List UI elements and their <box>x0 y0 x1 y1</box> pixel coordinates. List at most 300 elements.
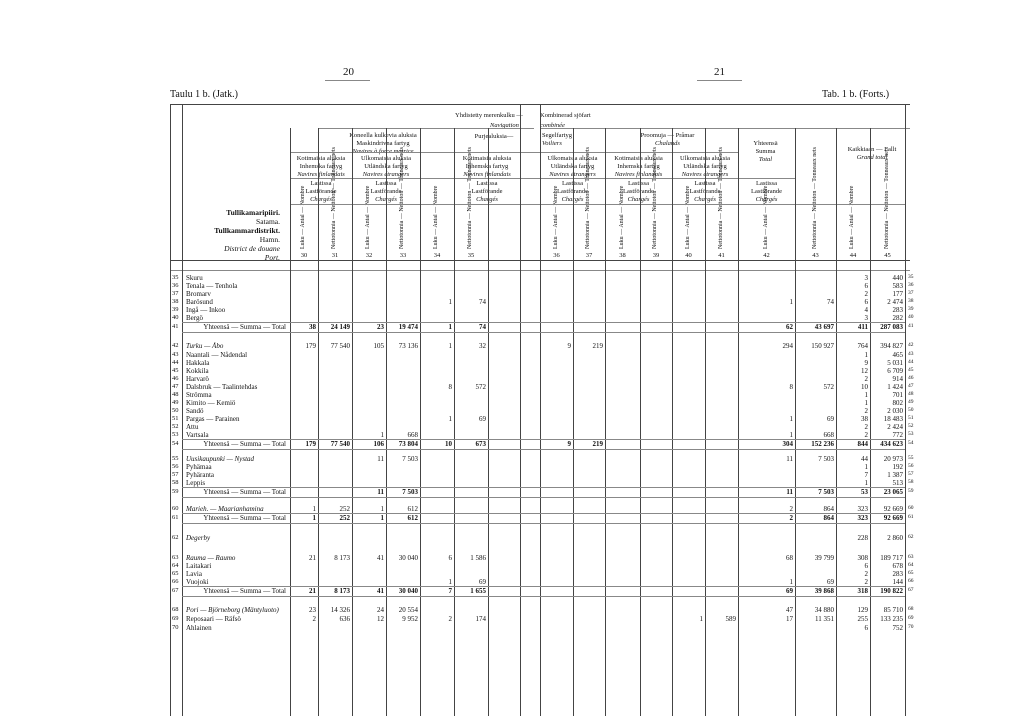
table-cell: 701 <box>892 391 903 399</box>
table-cell: 2 <box>312 615 316 623</box>
subgroup-header-line: Navires finlandais <box>614 171 663 178</box>
table-cell: 9 <box>864 359 868 367</box>
table-cell: 6 <box>864 298 868 306</box>
row-number: 37 <box>172 290 179 297</box>
row-name: Barösund <box>186 298 213 306</box>
row-name: Pyhämaa <box>186 463 212 471</box>
column-number: 34 <box>433 252 441 259</box>
column-number: 36 <box>553 252 560 259</box>
row-name: Vuojoki <box>186 578 209 586</box>
subgroup-header-line: Navires étrangers <box>362 171 410 178</box>
row-number-right: 57 <box>908 471 914 477</box>
table-cell: 11 351 <box>815 615 834 623</box>
table-cell: 69 <box>827 578 834 586</box>
table-cell: 152 236 <box>811 440 834 448</box>
row-number: 46 <box>172 375 179 382</box>
table-cell: 18 483 <box>883 415 903 423</box>
table-cell: 47 <box>786 606 793 614</box>
row-number-right: 48 <box>908 391 914 397</box>
row-name: Bergö <box>186 314 203 322</box>
group-kombinerad: Kombinerad sjöfart <box>540 112 591 119</box>
row-number: 35 <box>172 274 179 281</box>
table-cell: 1 <box>789 415 793 423</box>
table-cell: 2 <box>448 615 452 623</box>
table-cell: 323 <box>857 505 868 513</box>
cargo-header-line: Chargés <box>375 196 397 203</box>
district-header-line: Port. <box>264 253 280 262</box>
table-cell: 1 <box>864 391 868 399</box>
row-number-right: 36 <box>908 282 914 288</box>
row-number: 41 <box>172 323 179 330</box>
tonnage-column-label: Nettotonnia — Nettoton — Tonneaux nets <box>718 147 724 249</box>
row-name: Yhteensä — Summa — Total <box>203 440 286 448</box>
tonnage-column-label: Nettotonnia — Nettoton — Tonneaux nets <box>652 147 658 249</box>
total-rule <box>182 449 905 450</box>
table-cell: 7 503 <box>402 455 418 463</box>
caption-left: Taulu 1 b. (Jatk.) <box>170 89 238 100</box>
row-name: Marieh. — Maarianhamina <box>186 505 264 513</box>
table-cell: 38 <box>309 323 316 331</box>
row-number: 70 <box>172 624 179 631</box>
row-number-right: 64 <box>908 562 914 568</box>
row-number-right: 39 <box>908 306 914 312</box>
table-cell: 752 <box>892 624 903 632</box>
row-number: 69 <box>172 615 179 622</box>
table-cell: 668 <box>823 431 834 439</box>
table-cell: 252 <box>339 514 350 522</box>
table-cell: 1 <box>448 342 452 350</box>
row-number-right: 53 <box>908 431 914 437</box>
table-cell: 636 <box>339 615 350 623</box>
cargo-header-line: Lastförande <box>556 188 589 195</box>
table-cell: 24 149 <box>330 323 350 331</box>
group-header-line: Maskindrivna fartyg <box>356 140 410 147</box>
group-header-line: Navires à force motrice <box>352 148 414 155</box>
count-column-label: Luku — Antal — Nombre <box>365 185 371 249</box>
table-cell: 2 <box>864 290 868 298</box>
group-header-line: Chalands <box>655 140 680 147</box>
cargo-header-line: Lastissa <box>310 180 332 187</box>
group-grand-total <box>836 146 908 162</box>
district-header-line: Tullkammardistrikt. <box>214 226 280 235</box>
row-number-right: 68 <box>908 606 914 612</box>
cargo-header-line: Lastförande <box>370 188 402 195</box>
table-cell: 12 <box>861 367 868 375</box>
group-barges <box>605 132 730 148</box>
table-cell: 914 <box>892 375 903 383</box>
cargo-header-line: Lastissa <box>562 180 583 187</box>
row-name: Kokkila <box>186 367 209 375</box>
table-cell: 1 <box>312 505 316 513</box>
table-cell: 6 <box>864 562 868 570</box>
table-row <box>0 514 1024 523</box>
table-cell: 678 <box>892 562 903 570</box>
subgroup-header <box>605 155 672 179</box>
table-cell: 7 <box>448 587 452 595</box>
column-number: 31 <box>331 252 339 259</box>
table-cell: 20 973 <box>883 455 903 463</box>
row-name: Pyhäranta <box>186 471 214 479</box>
rule-vt <box>290 204 905 205</box>
table-cell: 1 <box>312 514 316 522</box>
table-row <box>0 587 1024 596</box>
table-cell: 1 387 <box>887 471 903 479</box>
table-cell: 190 822 <box>880 587 903 595</box>
table-cell: 612 <box>407 505 418 513</box>
cargo-header-line: Chargés <box>310 196 332 203</box>
row-name: Sandö <box>186 407 204 415</box>
group-header-line: Kaikkiaan — I allt <box>847 146 897 153</box>
table-cell: 9 <box>567 440 571 448</box>
row-name: Naantali — Nådendal <box>186 351 248 359</box>
table-cell: 2 860 <box>887 534 903 542</box>
total-rule <box>182 523 905 524</box>
row-number: 66 <box>172 578 179 585</box>
row-number-right: 60 <box>908 505 914 511</box>
table-cell: 43 697 <box>814 323 834 331</box>
table-cell: 1 <box>789 431 793 439</box>
table-cell: 1 <box>380 505 384 513</box>
table-cell: 30 040 <box>398 587 418 595</box>
row-number: 44 <box>172 359 179 366</box>
group-sailing-vessels: Purjealuksia— <box>474 133 514 140</box>
row-number: 45 <box>172 367 179 374</box>
table-cell: 23 <box>377 323 384 331</box>
page-number-right: 21 <box>714 66 725 78</box>
table-cell: 77 540 <box>330 440 350 448</box>
table-cell: 105 <box>373 342 384 350</box>
row-name: Degerby <box>186 534 211 542</box>
table-cell: 11 <box>786 488 793 496</box>
column-number: 41 <box>718 252 725 259</box>
table-cell: 1 586 <box>470 554 486 562</box>
subgroup-header-line: Kotimaisia aluksia <box>614 155 663 162</box>
subgroup-header-line: Utländska fartyg <box>683 163 727 170</box>
table-cell: 6 <box>864 282 868 290</box>
row-name: Reposaari — Räfsö <box>186 615 241 623</box>
table-cell: 583 <box>892 282 903 290</box>
row-name: Tenala — Tenhola <box>186 282 238 290</box>
column-number: 37 <box>585 252 593 259</box>
row-name: Pori — Björneborg (Mäntyluoto) <box>186 606 279 614</box>
row-number-right: 43 <box>908 351 914 357</box>
table-cell: 2 424 <box>887 423 903 431</box>
group-segelfartyg <box>542 132 572 148</box>
total-rule <box>182 497 905 498</box>
table-cell: 179 <box>305 440 316 448</box>
table-cell: 612 <box>407 514 418 522</box>
table-cell: 30 040 <box>398 554 418 562</box>
table-cell: 1 424 <box>887 383 903 391</box>
table-cell: 24 <box>377 606 384 614</box>
table-cell: 2 <box>864 375 868 383</box>
row-number: 62 <box>172 534 179 541</box>
tonnage-column-label: Nettotonnia — Nettoton — Tonneaux nets <box>331 147 337 249</box>
table-cell: 283 <box>892 570 903 578</box>
row-number-right: 58 <box>908 479 914 485</box>
table-cell: 465 <box>892 351 903 359</box>
subgroup-header <box>454 155 520 179</box>
row-name: Strömma <box>186 391 212 399</box>
row-number-right: 55 <box>908 455 914 461</box>
table-cell: 73 804 <box>398 440 418 448</box>
row-number-right: 45 <box>908 367 914 373</box>
row-number: 68 <box>172 606 179 613</box>
row-number: 57 <box>172 471 179 478</box>
table-cell: 2 030 <box>887 407 903 415</box>
row-number-right: 51 <box>908 415 914 421</box>
district-header-line: Satama. <box>256 217 280 226</box>
table-cell: 6 <box>864 624 868 632</box>
table-cell: 69 <box>827 415 834 423</box>
group-header-line: Summa <box>755 148 776 155</box>
table-cell: 308 <box>857 554 868 562</box>
table-cell: 69 <box>479 578 486 586</box>
table-cell: 144 <box>892 578 903 586</box>
table-cell: 323 <box>857 514 868 522</box>
table-cell: 12 <box>377 615 384 623</box>
table-cell: 1 <box>448 298 452 306</box>
tonnage-column-label: Nettotonnia — Nettoton — Tonneaux nets <box>399 147 405 249</box>
table-cell: 38 <box>861 415 868 423</box>
row-number-right: 52 <box>908 423 914 429</box>
column-number: 39 <box>652 252 660 259</box>
cargo-header-line: Chargés <box>561 196 584 203</box>
table-cell: 1 <box>789 298 793 306</box>
table-cell: 318 <box>857 587 868 595</box>
table-cell: 8 <box>789 383 793 391</box>
row-name: Uusikaupunki — Nystad <box>186 455 255 463</box>
column-number: 42 <box>763 252 770 259</box>
table-cell: 434 623 <box>880 440 903 448</box>
table-cell: 21 <box>309 554 316 562</box>
table-cell: 77 540 <box>330 342 350 350</box>
table-cell: 11 <box>377 488 384 496</box>
row-number-right: 65 <box>908 570 914 576</box>
table-cell: 8 173 <box>334 587 350 595</box>
table-cell: 294 <box>782 342 793 350</box>
count-column-label: Luku — Antal — Nombre <box>685 185 691 249</box>
tonnage-column-label: Nettotonnia — Nettoton — Tonneaux nets <box>884 147 890 249</box>
row-name: Kimito — Kemiö <box>186 399 236 407</box>
row-name: Ingå — Inkoo <box>186 306 226 314</box>
row-number: 40 <box>172 314 179 321</box>
row-number: 67 <box>172 587 179 594</box>
table-cell: 11 <box>377 455 384 463</box>
total-rule <box>182 596 905 597</box>
table-cell: 6 <box>448 554 452 562</box>
cargo-header-line: Lastförande <box>471 188 503 195</box>
table-cell: 1 <box>699 615 703 623</box>
subgroup-header-line: Inhemska fartyg <box>299 163 343 170</box>
table-cell: 19 474 <box>398 323 418 331</box>
row-name: Harvarö <box>186 375 209 383</box>
table-row <box>0 534 1024 543</box>
subgroup-header-line: Ulkomaisia aluksia <box>360 155 411 162</box>
table-cell: 174 <box>475 615 486 623</box>
row-number-right: 37 <box>908 290 914 296</box>
table-cell: 8 <box>448 383 452 391</box>
row-number-right: 63 <box>908 554 914 560</box>
row-name: Skuru <box>186 274 203 282</box>
table-cell: 10 <box>861 383 868 391</box>
table-cell: 5 031 <box>887 359 903 367</box>
page-number-left: 20 <box>343 66 354 78</box>
row-name: Leppis <box>186 479 206 487</box>
row-number-right: 44 <box>908 359 914 365</box>
row-number-right: 70 <box>908 624 914 630</box>
row-number-right: 35 <box>908 274 914 280</box>
subgroup-header-line: Kotimaisia aluksia <box>296 155 346 162</box>
table-cell: 106 <box>373 440 384 448</box>
table-cell: 85 710 <box>883 606 903 614</box>
table-cell: 764 <box>857 342 868 350</box>
total-rule <box>182 513 905 514</box>
table-cell: 2 <box>789 514 793 522</box>
column-number: 44 <box>849 252 857 259</box>
table-cell: 1 <box>380 431 384 439</box>
tonnage-column-label: Nettotonnia — Nettoton — Tonneaux nets <box>585 147 591 249</box>
table-cell: 513 <box>892 479 903 487</box>
table-row <box>0 440 1024 449</box>
cargo-header-line: Lastförande <box>689 188 721 195</box>
group-header-line: Segelfartyg <box>542 132 572 139</box>
table-cell: 1 <box>864 479 868 487</box>
table-cell: 1 <box>789 578 793 586</box>
cargo-header-line: Lastförande <box>305 188 337 195</box>
row-number: 39 <box>172 306 179 313</box>
table-cell: 228 <box>857 534 868 542</box>
table-cell: 287 083 <box>880 323 903 331</box>
row-name: Dalsbruk — Taalintehdas <box>186 383 258 391</box>
row-number-right: 49 <box>908 399 914 405</box>
table-cell: 41 <box>377 587 384 595</box>
table-cell: 6 709 <box>887 367 903 375</box>
row-name: Yhteensä — Summa — Total <box>203 587 286 595</box>
table-cell: 23 065 <box>883 488 903 496</box>
table-cell: 844 <box>857 440 868 448</box>
subgroup-header-line: Navires finlandais <box>297 171 345 178</box>
row-number-right: 42 <box>908 342 914 348</box>
table-cell: 150 927 <box>811 342 834 350</box>
subgroup-header-line: Kotimaisia aluksia <box>462 155 512 162</box>
table-cell: 1 <box>448 578 452 586</box>
row-number: 60 <box>172 505 179 512</box>
rule-group <box>318 128 534 129</box>
row-number-right: 50 <box>908 407 914 413</box>
row-number-right: 41 <box>908 323 914 329</box>
table-cell: 68 <box>786 554 793 562</box>
table-cell: 69 <box>479 415 486 423</box>
table-cell: 9 952 <box>402 615 418 623</box>
table-cell: 219 <box>592 342 603 350</box>
row-number-right: 67 <box>908 587 914 593</box>
row-number: 63 <box>172 554 179 561</box>
subgroup-header-line: Ulkomaisia aluksia <box>679 155 730 162</box>
table-cell: 2 <box>864 570 868 578</box>
group-header-line: Yhteensä <box>753 140 778 147</box>
row-number: 47 <box>172 383 179 390</box>
row-number: 50 <box>172 407 179 414</box>
group-combinee: combinée <box>540 122 565 129</box>
table-cell: 673 <box>475 440 486 448</box>
table-cell: 92 669 <box>883 514 903 522</box>
cargo-header-line: Lastissa <box>756 180 777 187</box>
row-number: 38 <box>172 298 179 305</box>
cargo-header-line: Chargés <box>755 196 778 203</box>
row-number: 36 <box>172 282 179 289</box>
count-column-label: Luku — Antal — Nombre <box>763 185 769 249</box>
row-number: 48 <box>172 391 179 398</box>
table-cell: 252 <box>339 505 350 513</box>
table-cell: 772 <box>892 431 903 439</box>
total-rule <box>182 332 905 333</box>
table-cell: 7 503 <box>818 455 834 463</box>
row-number: 59 <box>172 488 179 495</box>
group-navigation: Navigation <box>490 122 519 129</box>
subgroup-header-line: Navires étrangers <box>681 171 729 178</box>
row-number: 43 <box>172 351 179 358</box>
row-name: Yhteensä — Summa — Total <box>203 488 286 496</box>
row-name: Hakkala <box>186 359 210 367</box>
cargo-header-line: Lastförande <box>750 188 783 195</box>
row-number-right: 38 <box>908 298 914 304</box>
table-cell: 21 <box>309 587 316 595</box>
cargo-header-line: Lastissa <box>694 180 716 187</box>
row-number: 64 <box>172 562 179 569</box>
table-cell: 53 <box>861 488 868 496</box>
total-rule <box>182 487 905 488</box>
table-cell: 74 <box>479 323 486 331</box>
subgroup-header-line: Inhemska fartyg <box>465 163 509 170</box>
table-row <box>0 488 1024 497</box>
column-number: 30 <box>300 252 308 259</box>
table-cell: 2 <box>864 578 868 586</box>
row-number: 56 <box>172 463 179 470</box>
table-cell: 255 <box>857 615 868 623</box>
table-cell: 129 <box>857 606 868 614</box>
table-cell: 74 <box>479 298 486 306</box>
group-header-line: Proomuja — Pråmar <box>640 132 695 139</box>
table-cell: 1 <box>864 399 868 407</box>
count-column-label: Luku — Antal — Nombre <box>553 185 559 249</box>
table-cell: 62 <box>786 323 793 331</box>
table-cell: 39 868 <box>814 587 834 595</box>
row-number-right: 62 <box>908 534 914 540</box>
table-cell: 133 235 <box>880 615 903 623</box>
table-cell: 219 <box>592 440 603 448</box>
table-cell: 32 <box>479 342 486 350</box>
column-number: 32 <box>365 252 373 259</box>
table-cell: 2 474 <box>887 298 903 306</box>
rule-cargo <box>290 178 795 179</box>
table-cell: 39 799 <box>814 554 834 562</box>
total-rule <box>182 322 905 323</box>
row-name: Bromarv <box>186 290 211 298</box>
table-cell: 73 136 <box>398 342 418 350</box>
row-number: 54 <box>172 440 179 447</box>
table-cell: 8 173 <box>334 554 350 562</box>
row-number: 55 <box>172 455 179 462</box>
table-cell: 2 <box>864 423 868 431</box>
row-name: Attu <box>186 423 199 431</box>
column-number: 40 <box>685 252 692 259</box>
table-row <box>0 342 1024 351</box>
table-cell: 440 <box>892 274 903 282</box>
table-cell: 1 655 <box>470 587 486 595</box>
cargo-header-line: Lastförande <box>622 188 655 195</box>
table-cell: 394 827 <box>880 342 903 350</box>
